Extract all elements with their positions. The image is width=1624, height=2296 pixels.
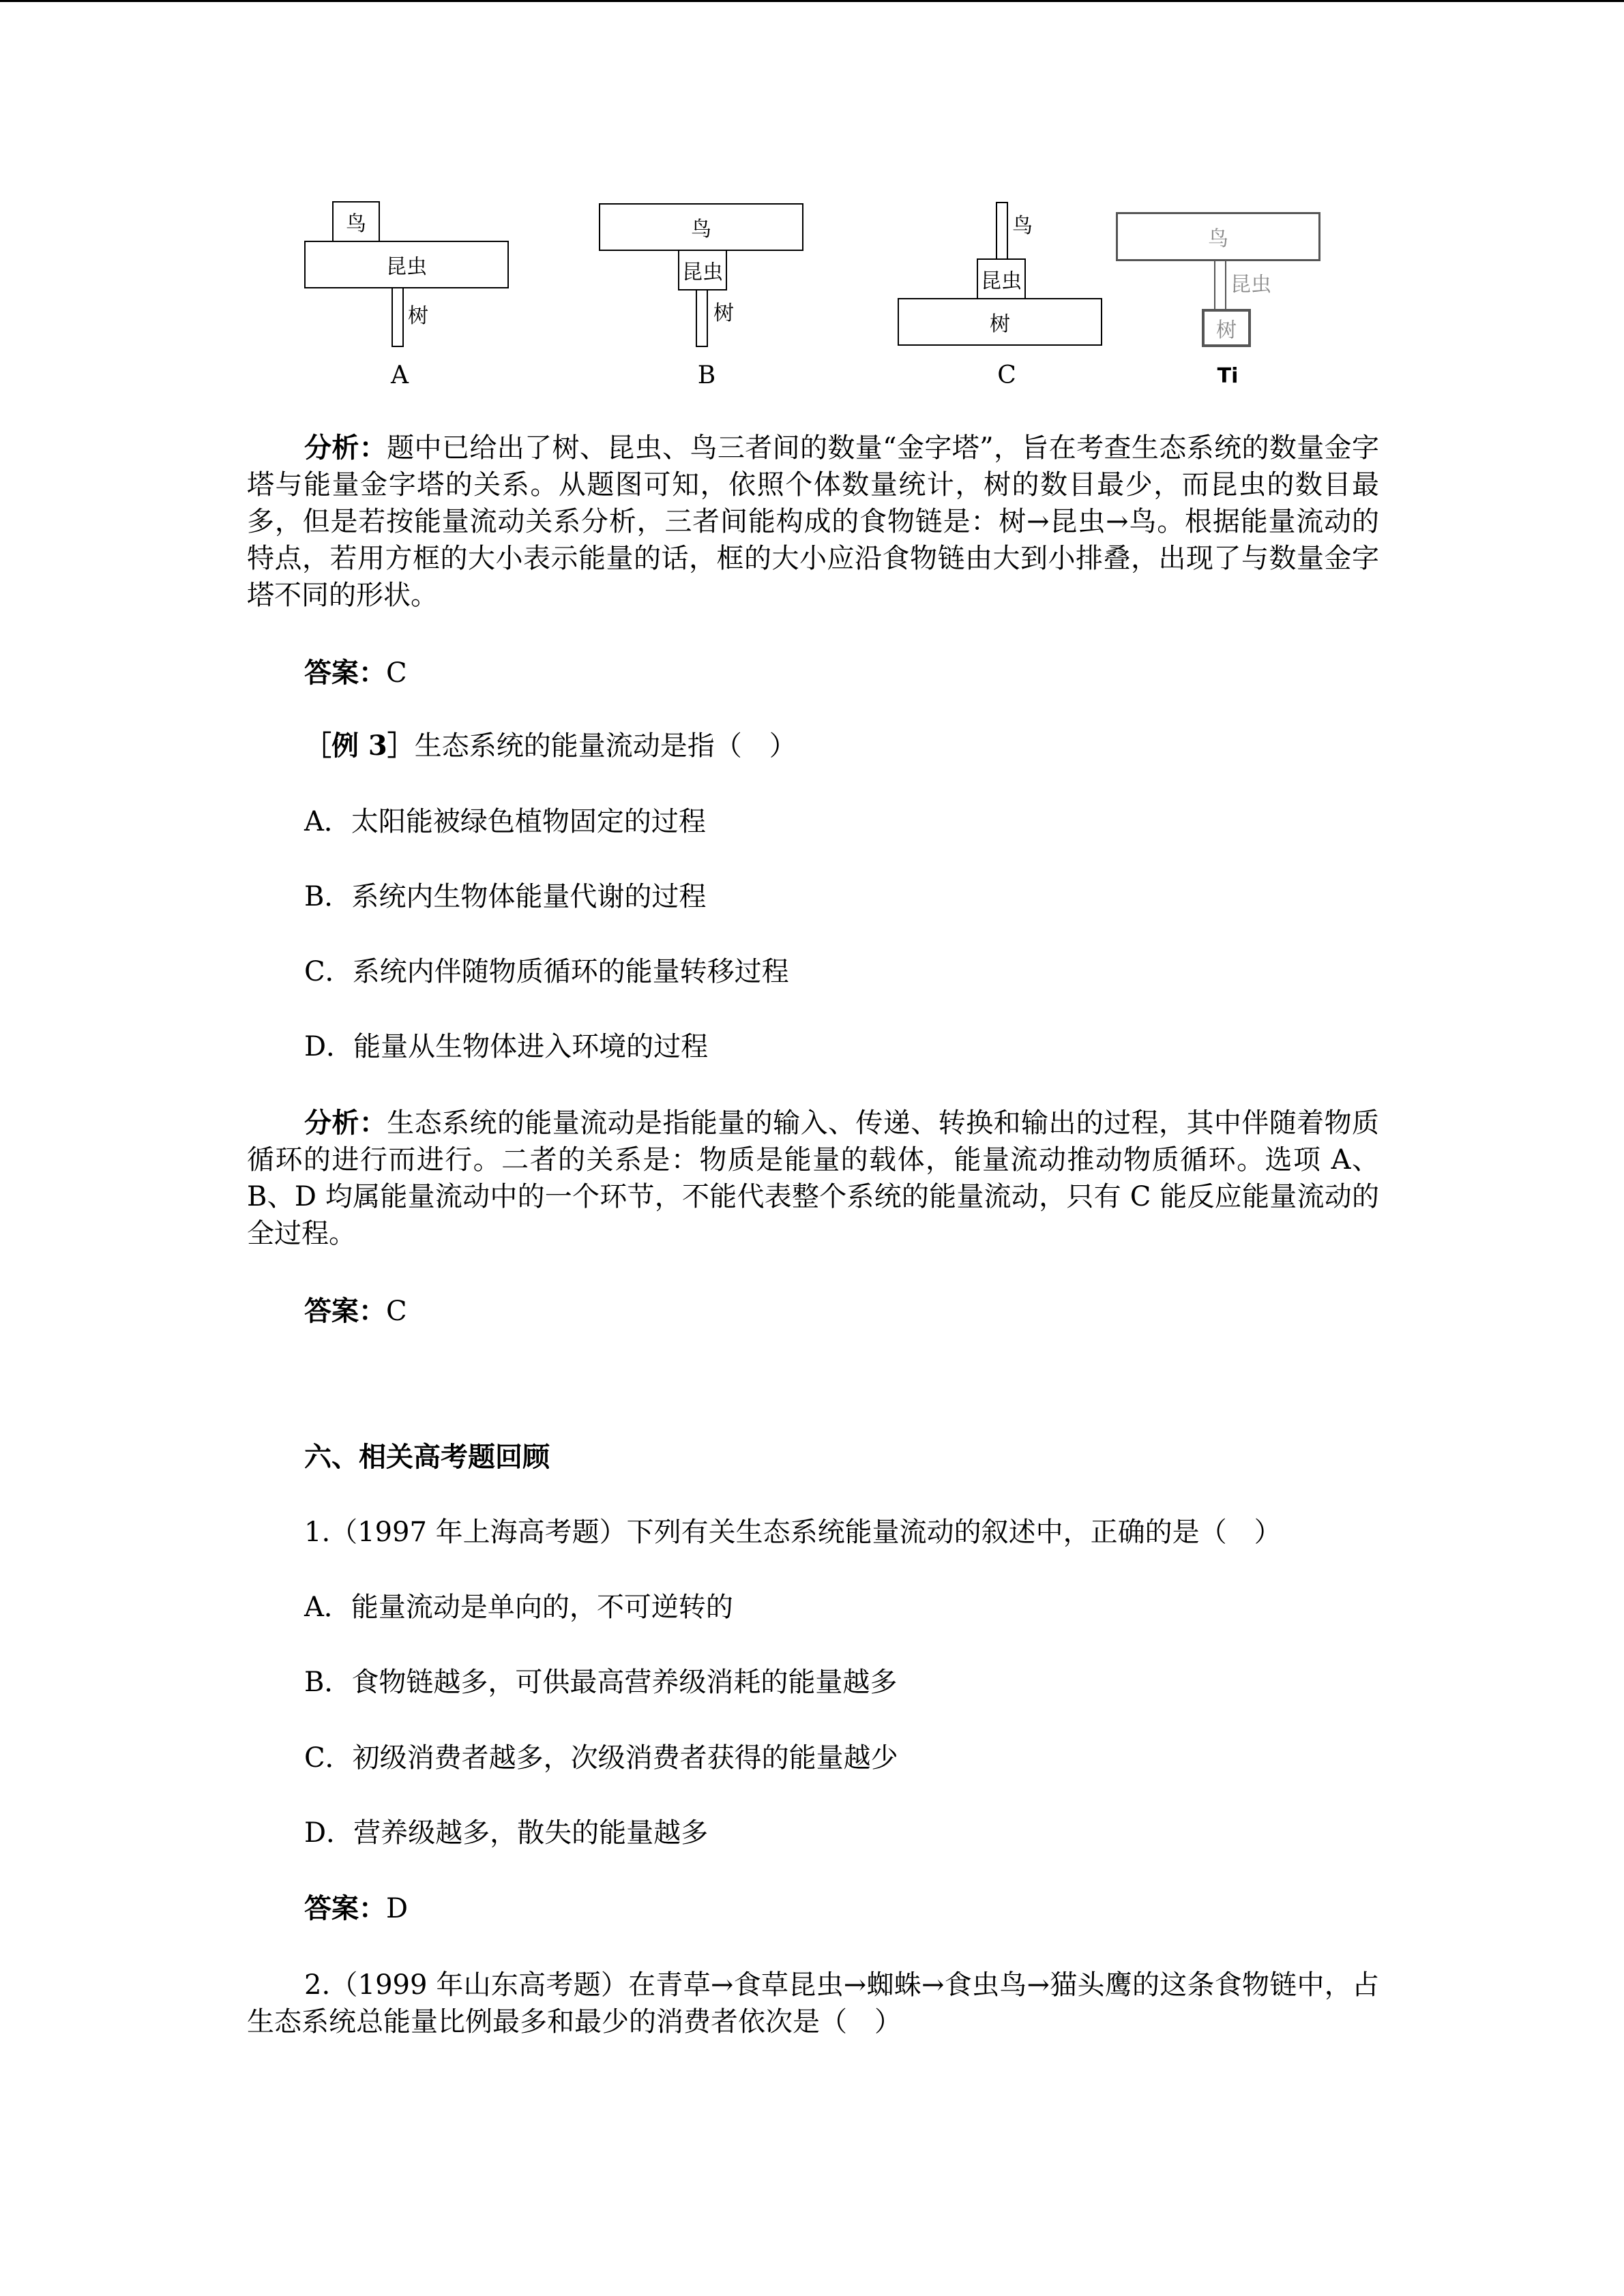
- fig-c-tree-label: 树: [990, 312, 1010, 336]
- fig-b-tree-label: 树: [713, 301, 734, 325]
- answer-line-3: [304, 1890, 408, 1927]
- fig-d-letter: Ti: [1217, 364, 1239, 388]
- fig-b-tree-box: [696, 289, 708, 347]
- fig-d-insect-box: [1214, 260, 1226, 310]
- section-6-title-text: 六、相关高考题回顾: [304, 1441, 550, 1473]
- example-3-text: 生态系统的能量流动是指（ ）: [414, 730, 797, 762]
- fig-a-letter: A: [391, 361, 409, 389]
- analysis-label-2: 分析：: [304, 1107, 387, 1139]
- fig-a-tree-box: [392, 287, 404, 347]
- fig-a-bird-label: 鸟: [346, 212, 366, 236]
- fig-d-tree-box: [1202, 309, 1251, 347]
- section-6-title: [304, 1439, 550, 1476]
- answer-label-2: 答案：: [304, 1295, 386, 1327]
- fig-d-bird-label: 鸟: [1208, 227, 1228, 251]
- question-1-option-b: B．食物链越多，可供最高营养级消耗的能量越多: [304, 1667, 898, 1698]
- fig-b-insect-label: 昆虫: [682, 260, 723, 284]
- fig-d-bird-box: [1116, 212, 1320, 261]
- analysis-text-1: 题中已给出了树、昆虫、鸟三者间的数量“金字塔”，旨在考查生态系统的数量金字塔与能量金字塔的关系。从题图可知，依照个体数量统计，树的数目最少，而昆虫的数目最多，但是若按能量流动关系分析，三者间能构成的食物链是：树→昆虫→鸟。根据能量流动的特点，若用方框的大小表示能量的话，框的大小应沿食物链由大到小排叠，出现了与数量金字塔不同的形状。: [247, 432, 1380, 611]
- fig-c-bird-box: [996, 202, 1008, 260]
- example-3-option-d: D．能量从生物体进入环境的过程: [304, 1031, 709, 1062]
- fig-a-tree-label: 树: [408, 304, 428, 328]
- fig-a-insect-label: 昆虫: [386, 255, 427, 279]
- question-1: 1.（1997 年上海高考题）下列有关生态系统能量流动的叙述中，正确的是（ ）: [304, 1517, 1282, 1548]
- answer-value-3: D: [386, 1893, 409, 1924]
- fig-b-bird-box: [599, 203, 803, 251]
- pyramid-figure: [247, 0, 1379, 409]
- analysis-paragraph-2: [247, 1105, 1379, 1252]
- example-3-option-c: C．系统内伴随物质循环的能量转移过程: [304, 956, 789, 987]
- fig-d-tree-label: 树: [1216, 318, 1237, 342]
- fig-c-insect-label: 昆虫: [981, 269, 1022, 293]
- question-1-option-c: C．初级消费者越多，次级消费者获得的能量越少: [304, 1742, 898, 1774]
- fig-d-insect-label: 昆虫: [1230, 273, 1271, 297]
- fig-a-insect-box: [304, 241, 509, 288]
- analysis-paragraph-1: [247, 430, 1379, 614]
- fig-c-letter: C: [997, 361, 1016, 389]
- example-3-question: [304, 728, 797, 764]
- answer-value-2: C: [386, 1296, 407, 1327]
- answer-line-1: [304, 655, 407, 691]
- question-1-option-a: A．能量流动是单向的，不可逆转的: [304, 1592, 733, 1623]
- example-3-option-b: B．系统内生物体能量代谢的过程: [304, 881, 707, 912]
- question-1-option-d: D．营养级越多，散失的能量越多: [304, 1817, 709, 1849]
- question-2: 2.（1999 年山东高考题）在青草→食草昆虫→蜘蛛→食虫鸟→猫头鹰的这条食物链中，占生态系统总能量比例最多和最少的消费者依次是（ ）: [247, 1969, 1379, 2038]
- answer-label-1: 答案：: [304, 657, 386, 689]
- fig-c-bird-label: 鸟: [1012, 214, 1033, 238]
- fig-a-bird-box: [332, 201, 380, 242]
- fig-b-letter: B: [697, 361, 716, 389]
- example-3-option-a: A．太阳能被绿色植物固定的过程: [304, 806, 706, 837]
- example-3-label: ［例 3］: [304, 730, 415, 762]
- analysis-text-2: 生态系统的能量流动是指能量的输入、传递、转换和输出的过程，其中伴随着物质循环的进行而进行。二者的关系是：物质是能量的载体，能量流动推动物质循环。选项 A、B、D 均属能量流动中的一个环节，不能代表整个系统的能量流动，只有 C 能反应能量流动的全过程。: [247, 1107, 1380, 1249]
- answer-label-3: 答案：: [304, 1892, 386, 1924]
- answer-line-2: [304, 1293, 407, 1330]
- fig-b-bird-label: 鸟: [691, 218, 711, 241]
- analysis-label-1: 分析：: [304, 432, 387, 464]
- answer-value-1: C: [386, 657, 407, 689]
- fig-c-tree-box: [898, 298, 1102, 346]
- fig-c-insect-box: [977, 258, 1026, 299]
- fig-b-insect-box: [678, 250, 727, 290]
